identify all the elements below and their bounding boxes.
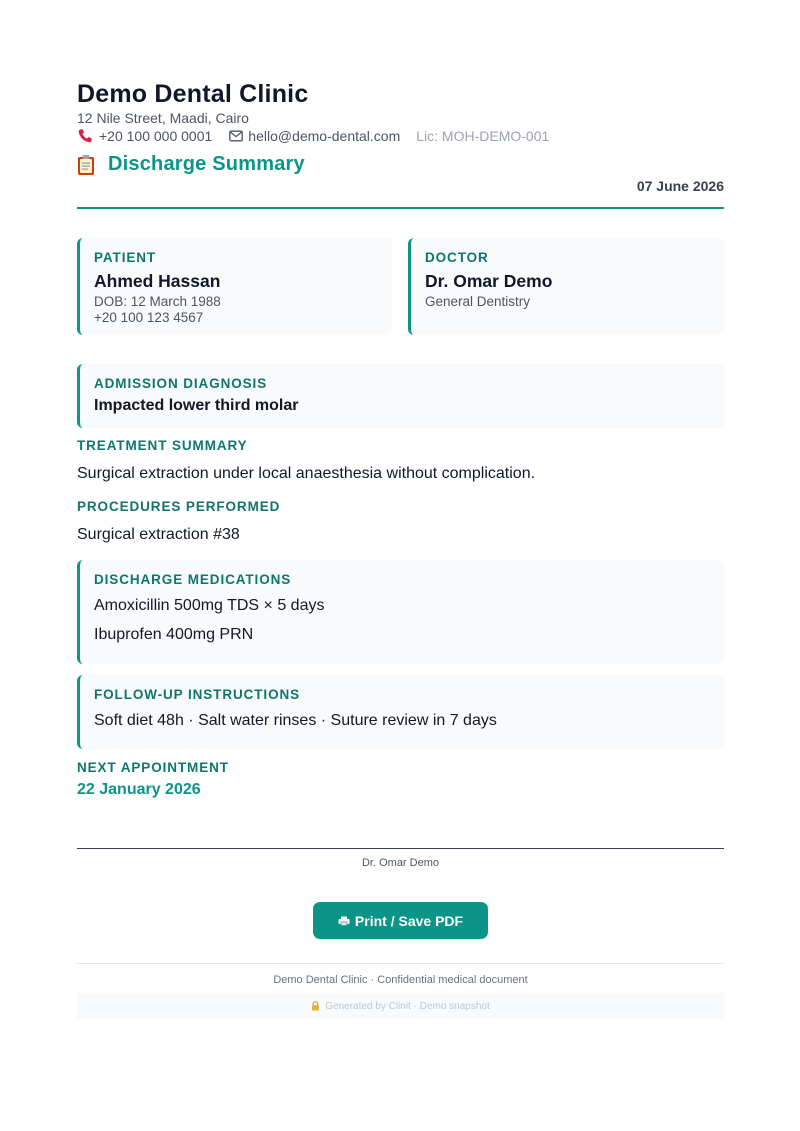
treatment-summary-text: Surgical extraction under local anaesthesia without complication.	[77, 465, 536, 482]
clinic-address: 12 Nile Street, Maadi, Cairo	[77, 110, 249, 126]
header-divider	[77, 207, 724, 209]
patient-dob: DOB: 12 March 1988	[94, 294, 221, 309]
document-title-row	[77, 153, 305, 176]
treatment-summary-label: TREATMENT SUMMARY	[77, 438, 248, 453]
diagnosis-value: Impacted lower third molar	[94, 397, 299, 414]
medication-item: Amoxicillin 500mg TDS × 5 days	[94, 597, 325, 614]
follow-up-label: FOLLOW-UP INSTRUCTIONS	[94, 687, 301, 702]
print-button-label: Print / Save PDF	[354, 912, 464, 929]
clinic-contact-row	[77, 128, 549, 144]
next-appointment-label: NEXT APPOINTMENT	[77, 760, 229, 775]
doctor-name: Dr. Omar Demo	[425, 271, 553, 291]
diagnosis-label: ADMISSION DIAGNOSIS	[94, 376, 268, 391]
next-appointment-date: 22 January 2026	[77, 781, 201, 798]
patient-card	[77, 238, 392, 335]
lock-icon	[311, 1001, 320, 1011]
patient-label: PATIENT	[94, 250, 157, 265]
clinic-email: hello@demo-dental.com	[248, 128, 401, 144]
clipboard-icon	[77, 154, 95, 176]
clinic-license: Lic: MOH-DEMO-001	[416, 128, 550, 144]
doctor-card	[408, 238, 724, 335]
patient-name: Ahmed Hassan	[94, 271, 221, 291]
discharge-medications-card	[77, 560, 724, 664]
generated-by-bar	[77, 993, 724, 1019]
document-date: 07 June 2026	[636, 178, 724, 194]
clinic-phone: +20 100 000 0001	[99, 128, 213, 144]
medication-item: Ibuprofen 400mg PRN	[94, 626, 254, 643]
footer-text: Demo Dental Clinic · Confidential medical document	[273, 974, 528, 986]
print-save-pdf-button[interactable]	[313, 902, 488, 939]
generated-by-text: Generated by Clinit · Demo snapshot	[325, 1000, 490, 1012]
mail-icon	[229, 130, 243, 142]
footer-divider	[77, 963, 724, 964]
admission-diagnosis-card	[77, 364, 724, 428]
phone-icon	[77, 128, 93, 144]
signature-line	[77, 848, 724, 849]
signature-name: Dr. Omar Demo	[361, 857, 439, 869]
follow-up-text: Soft diet 48h · Salt water rinses · Suture review in 7 days	[94, 712, 497, 729]
document-title: Discharge Summary	[108, 153, 305, 175]
doctor-specialty: General Dentistry	[425, 294, 531, 309]
patient-phone: +20 100 123 4567	[94, 310, 204, 325]
procedures-text: Surgical extraction #38	[77, 526, 240, 543]
doctor-label: DOCTOR	[425, 250, 489, 265]
follow-up-card	[77, 675, 724, 749]
printer-icon	[338, 916, 350, 926]
clinic-name: Demo Dental Clinic	[77, 80, 309, 108]
medications-label: DISCHARGE MEDICATIONS	[94, 572, 292, 587]
procedures-label: PROCEDURES PERFORMED	[77, 499, 281, 514]
